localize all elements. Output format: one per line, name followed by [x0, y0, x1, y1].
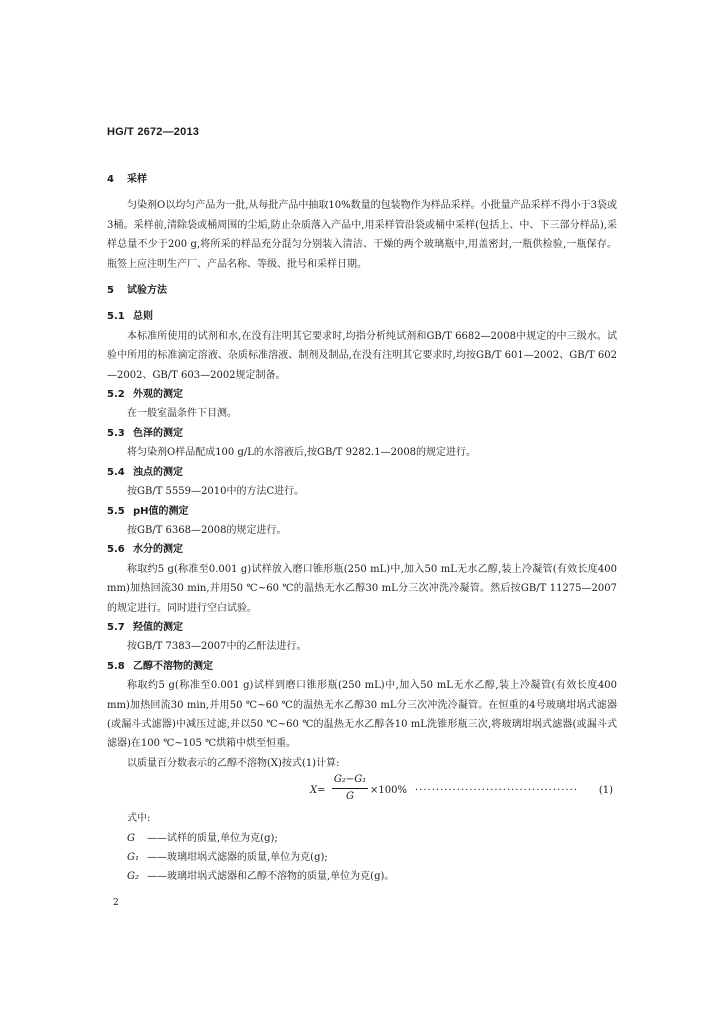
subsection-title: 浊点的测定	[133, 466, 183, 478]
subsection-number: 5.8	[107, 660, 125, 672]
subsection-heading	[107, 618, 617, 637]
subsection-number: 5.5	[107, 505, 125, 517]
section-paragraph: 在一般室温条件下目测。	[127, 408, 237, 420]
subsection-title: 总则	[133, 311, 153, 323]
section-paragraph: 称取约5 g(称准至0.001 g)试样到磨口锥形瓶(250 mL)中,加入50 mL无水乙醇,装上冷凝管(有效长度400 mm)加热回流30 min,并用50 ℃~60 ℃的温热无水乙醇30 mL分三次冲洗冷凝管。在恒重的4号玻璃坩埚式滤器(或漏斗式滤器)中减压过滤,并以50 ℃~60 ℃的温热无水乙醇各10 mL洗锥形瓶三次,将玻璃坩埚式滤器(或漏斗式滤器)在100 ℃~105 ℃烘箱中烘至恒重。	[107, 680, 617, 750]
formula-intro: 以质量百分数表示的乙醇不溶物(X)按式(1)计算:	[127, 757, 340, 769]
definition-text: ——玻璃坩埚式滤器和乙醇不溶物的质量,单位为克(g)。	[147, 871, 395, 883]
subsection-heading	[107, 385, 617, 404]
subsection-heading	[107, 463, 617, 482]
subsection-title: pH值的测定	[133, 505, 189, 517]
formula-denominator: G	[346, 791, 354, 803]
definition-text: ——玻璃坩埚式滤器的质量,单位为克(g);	[147, 852, 328, 863]
subsection-number: 5.7	[107, 621, 125, 633]
definition-item	[107, 829, 617, 848]
section-paragraph: 本标准所使用的试剂和水,在没有注明其它要求时,均指分析纯试剂和GB/T 6682—2008中规定的中三级水。试验中所用的标准滴定溶液、杂质标准溶液、制剂及制品,在没有注明其它要求时,均按GB/T 601—2002、GB/T 602—2002、GB/T 603—2002规定制备。	[107, 330, 617, 381]
subsection-heading	[107, 502, 617, 521]
subsection-heading	[107, 307, 617, 326]
subsection-number: 5.6	[107, 544, 125, 556]
section-paragraph: 称取约5 g(称准至0.001 g)试样放入磨口锥形瓶(250 mL)中,加入50 mL无水乙醇,装上冷凝管(有效长度400 mm)加热回流30 min,并用50 ℃~60 ℃的温热无水乙醇30 mL分三次冲洗冷凝管。然后按GB/T 11275—2007的规定进行。同时进行空白试验。	[107, 563, 617, 614]
definition-symbol: G₂	[127, 871, 139, 883]
formula-numerator: G₂−G₁	[332, 773, 368, 789]
page-number: 2	[113, 898, 119, 908]
section-paragraph: 匀染剂O以均匀产品为一批,从每批产品中抽取10%数量的包装物作为样品采样。小批量产品采样不得小于3袋或3桶。采样前,清除袋或桶周围的尘垢,防止杂质落入产品中,用采样管沿袋或桶中采样(包括上、中、下三部分样品),采样总量不少于200 g,将所采的样品充分混匀分别装入清洁、干燥的两个玻璃瓶中,用盖密封,一瓶供检验,一瓶保存。瓶签上应注明生产厂、产品名称、等级、批号和采样日期。	[107, 200, 617, 270]
section-paragraph: 按GB/T 6368—2008的规定进行。	[127, 524, 287, 536]
formula-1	[107, 773, 617, 809]
definition-text: ——试样的质量,单位为克(g);	[147, 832, 278, 844]
subsection-heading	[107, 540, 617, 559]
definition-item	[107, 848, 617, 867]
subsection-title: 色泽的测定	[133, 427, 183, 439]
subsection-number: 5.4	[107, 466, 125, 478]
definition-symbol: G₁	[127, 852, 139, 863]
subsection-heading	[107, 657, 617, 676]
section-title: 采样	[127, 174, 147, 185]
formula-fraction	[332, 773, 368, 804]
section-number: 5	[107, 285, 114, 297]
subsection-number: 5.2	[107, 389, 125, 401]
formula-leader-dots: ·······································	[415, 785, 578, 797]
definition-symbol: G	[127, 832, 135, 844]
section-paragraph: 按GB/T 5559—2010中的方法C进行。	[127, 486, 305, 498]
section-paragraph: 将匀染剂O样品配成100 g/L的水溶液后,按GB/T 9282.1—2008的规定进行。	[127, 447, 477, 459]
section-heading	[107, 170, 617, 189]
section-title: 试验方法	[127, 285, 167, 297]
subsection-number: 5.3	[107, 427, 125, 439]
equation-number: (1)	[598, 785, 613, 797]
formula-lhs: X=	[310, 785, 326, 797]
section-number: 4	[107, 174, 114, 185]
definition-item	[107, 867, 617, 886]
formula-rhs: ×100%	[370, 785, 407, 797]
subsection-title: 水分的测定	[133, 544, 183, 556]
standard-header: HG/T 2672—2013	[107, 126, 200, 138]
section-paragraph: 按GB/T 7383—2007中的乙酐法进行。	[127, 641, 307, 653]
subsection-title: 外观的测定	[133, 389, 183, 401]
subsection-number: 5.1	[107, 311, 125, 323]
subsection-title: 羟值的测定	[133, 621, 183, 633]
subsection-heading	[107, 424, 617, 443]
document-body	[107, 170, 617, 887]
definitions-heading: 式中:	[127, 813, 151, 825]
section-heading	[107, 281, 617, 300]
subsection-title: 乙醇不溶物的测定	[133, 660, 213, 672]
